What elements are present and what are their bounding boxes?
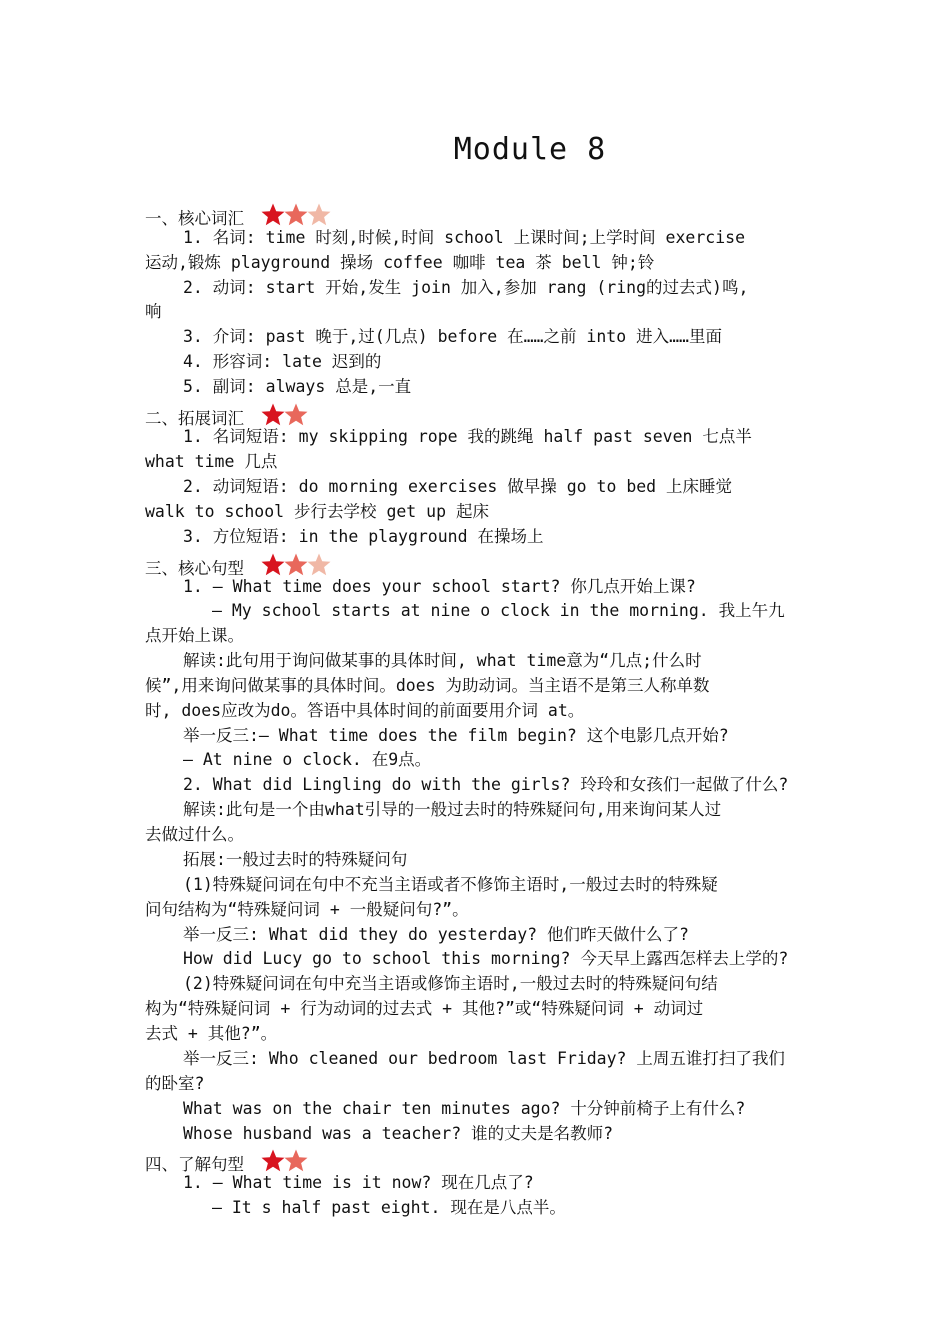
- text-line: walk to school 步行去学校 get up 起床: [145, 502, 489, 521]
- text-line: 举一反三: Who cleaned our bedroom last Friday? 上周五谁打扫了我们: [183, 1049, 785, 1068]
- text-line: Whose husband was a teacher? 谁的丈夫是名教师?: [183, 1124, 614, 1143]
- text-line: 解读:此句用于询问做某事的具体时间, what time意为“几点;什么时: [183, 651, 702, 670]
- text-line: (1)特殊疑问词在句中不充当主语或者不修饰主语时,一般过去时的特殊疑: [183, 875, 718, 894]
- section-heading-text: 二、拓展词汇: [145, 409, 244, 428]
- star-icon: [306, 202, 332, 228]
- page-title: Module 8: [453, 132, 607, 167]
- text-line: 1. — What time does your school start? 你几点开始上课?: [183, 577, 696, 596]
- section-heading-text: 一、核心词汇: [145, 209, 244, 228]
- text-line: 的卧室?: [145, 1074, 205, 1093]
- text-line: — My school starts at nine o clock in the morning. 我上午九: [212, 601, 785, 620]
- text-line: 2. 动词: start 开始,发生 join 加入,参加 rang (ring的过去式)鸣,: [183, 278, 749, 297]
- text-line: 问句结构为“特殊疑问词 + 一般疑问句?”。: [145, 900, 469, 919]
- text-line: 举一反三: What did they do yesterday? 他们昨天做什么了?: [183, 925, 689, 944]
- text-line: 4. 形容词: late 迟到的: [183, 352, 382, 371]
- text-line: 5. 副词: always 总是,一直: [183, 377, 412, 396]
- text-line: What was on the chair ten minutes ago? 十分钟前椅子上有什么?: [183, 1099, 746, 1118]
- text-line: 去做过什么。: [145, 825, 244, 844]
- text-line: 1. 名词: time 时刻,时候,时间 school 上课时间;上学时间 exercise: [183, 228, 746, 247]
- text-line: (2)特殊疑问词在句中充当主语或修饰主语时,一般过去时的特殊疑问句结: [183, 974, 718, 993]
- star-icon: [306, 552, 332, 578]
- text-line: 候”,用来询问做某事的具体时间。does 为助动词。当主语不是第三人称单数: [145, 676, 710, 695]
- text-line: 1. 名词短语: my skipping rope 我的跳绳 half past seven 七点半: [183, 427, 752, 446]
- section-heading-text: 四、了解句型: [145, 1155, 244, 1174]
- text-line: — At nine o clock. 在9点。: [183, 750, 432, 769]
- star-icon: [283, 402, 309, 428]
- text-line: — It s half past eight. 现在是八点半。: [212, 1198, 566, 1217]
- text-line: 去式 + 其他?”。: [145, 1024, 278, 1043]
- text-line: 拓展:一般过去时的特殊疑问句: [183, 850, 408, 869]
- text-line: 1. — What time is it now? 现在几点了?: [183, 1173, 534, 1192]
- section-heading-text: 三、核心句型: [145, 559, 244, 578]
- text-line: 2. 动词短语: do morning exercises 做早操 go to bed 上床睡觉: [183, 477, 733, 496]
- text-line: 运动,锻炼 playground 操场 coffee 咖啡 tea 茶 bell 钟;铃: [145, 253, 655, 272]
- text-line: How did Lucy go to school this morning? 今天早上露西怎样去上学的?: [183, 949, 789, 968]
- text-line: 举一反三:— What time does the film begin? 这个电影几点开始?: [183, 726, 729, 745]
- text-line: 时, does应改为do。答语中具体时间的前面要用介词 at。: [145, 701, 585, 720]
- text-line: 解读:此句是一个由what引导的一般过去时的特殊疑问句,用来询问某人过: [183, 800, 722, 819]
- text-line: what time 几点: [145, 452, 278, 471]
- star-icon: [283, 1148, 309, 1174]
- text-line: 响: [145, 302, 162, 321]
- text-line: 构为“特殊疑问词 + 行为动词的过去式 + 其他?”或“特殊疑问词 + 动词过: [145, 999, 704, 1018]
- text-line: 点开始上课。: [145, 626, 244, 645]
- text-line: 3. 方位短语: in the playground 在操场上: [183, 527, 544, 546]
- text-line: 2. What did Lingling do with the girls? 玲玲和女孩们一起做了什么?: [183, 775, 789, 794]
- text-line: 3. 介词: past 晚于,过(几点) before 在……之前 into 进入……里面: [183, 327, 722, 346]
